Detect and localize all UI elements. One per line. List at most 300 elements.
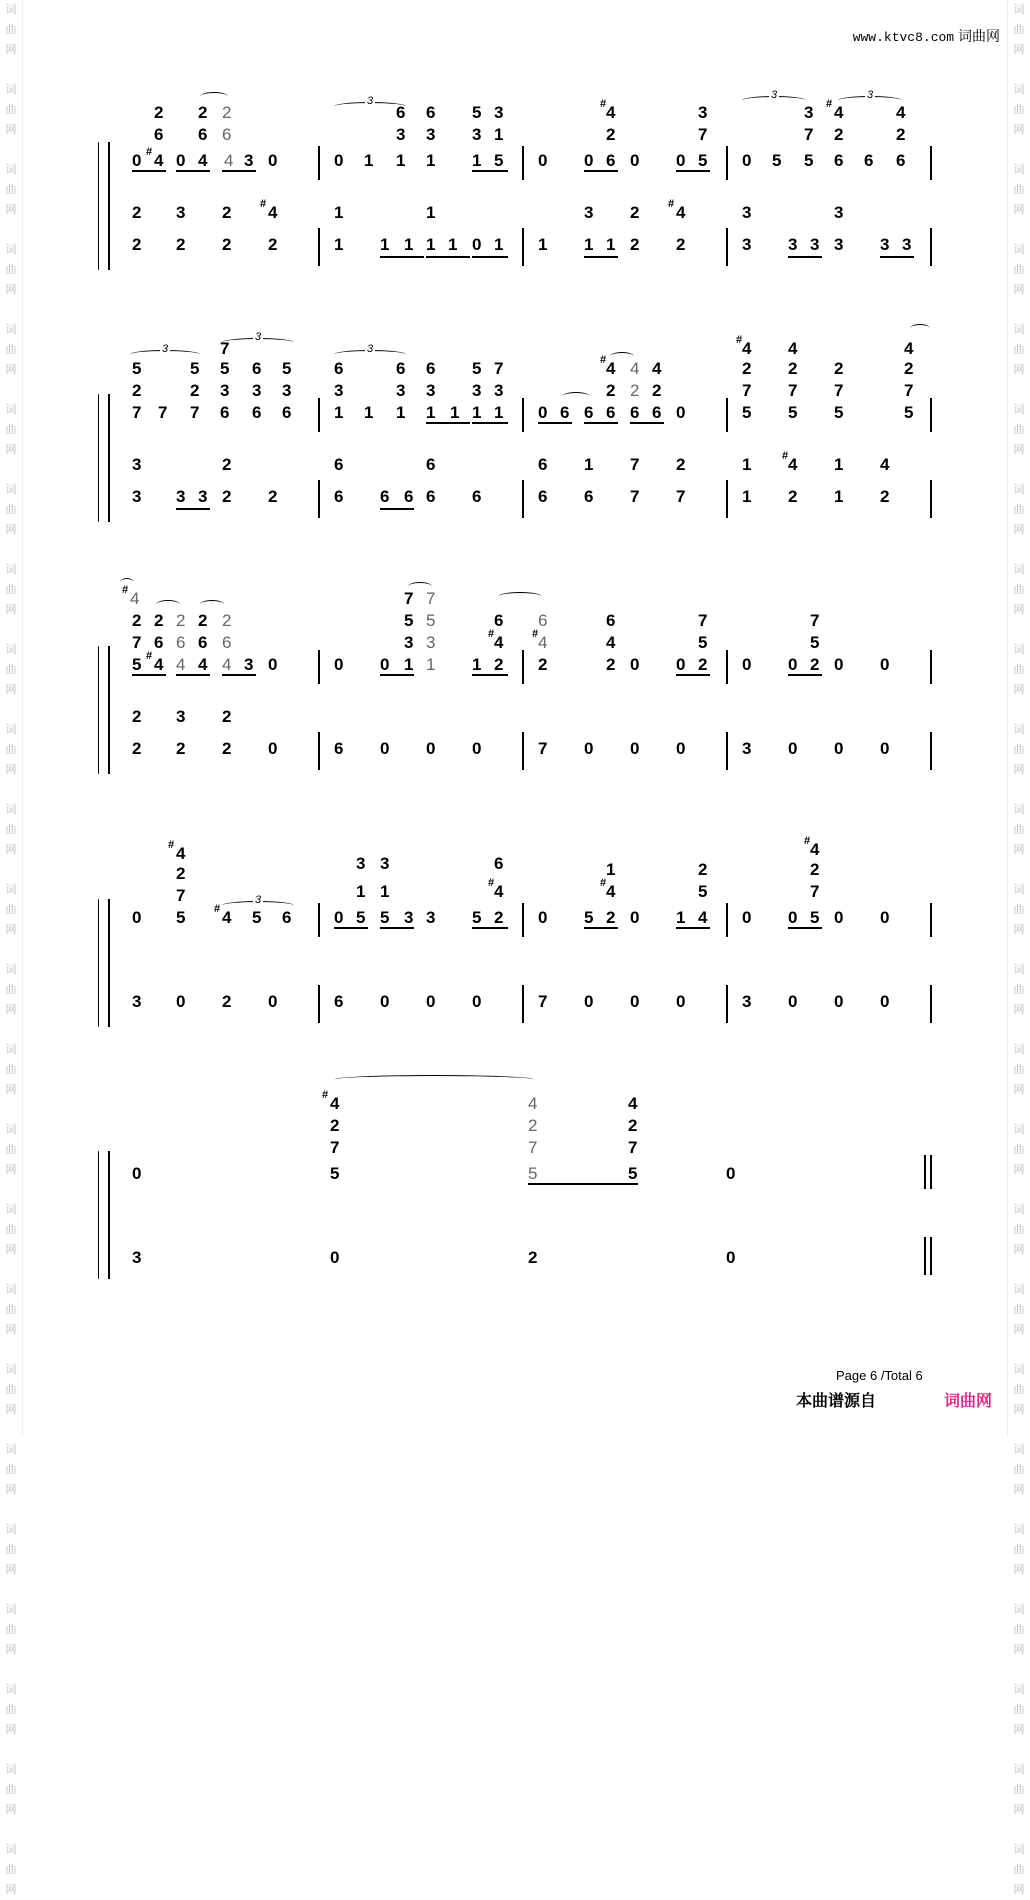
note-digit: 3 (132, 1248, 142, 1267)
note-digit: 5 (834, 403, 844, 422)
note-digit: 2 (810, 860, 820, 879)
note-digit: 7 (494, 359, 504, 378)
system-brace (98, 899, 99, 1027)
note-digit: 5 (494, 151, 504, 170)
sharp-sign: # (600, 354, 607, 366)
beam-line (584, 256, 618, 258)
barline (726, 903, 728, 937)
note-digit: 6 (252, 403, 262, 422)
note-digit: 0 (268, 739, 278, 758)
note-digit: 5 (426, 611, 436, 630)
system-bracket (108, 142, 110, 270)
note-digit: 0 (880, 908, 890, 927)
note-digit: 6 (282, 908, 292, 927)
tie-slur (200, 600, 224, 609)
barline (726, 732, 728, 770)
triplet-mark: 3 (367, 95, 374, 107)
note-digit: 2 (538, 655, 548, 674)
note-digit: 6 (606, 403, 616, 422)
left-watermark-strip: 词 曲 网 词 曲 网 词 曲 网 词 曲 网 词 曲 网 词 曲 网 词 曲 网 词 曲 网 词 曲 网 词 曲 网 词 曲 网 词 曲 网 词 曲 网 词 曲 网 词 曲 网 词 曲 网 词 曲 网 词 曲 网 词 曲 网 词 曲 网 词 曲 网 词 曲 网 词 曲 网 词 曲 网 (0, 0, 23, 1436)
note-digit: 0 (788, 908, 798, 927)
note-digit: 3 (396, 381, 406, 400)
note-digit: 2 (834, 125, 844, 144)
note-digit: 4 (154, 151, 164, 170)
sharp-sign: # (600, 98, 607, 110)
note-digit: 2 (606, 655, 616, 674)
note-digit: 7 (834, 381, 844, 400)
note-digit: 1 (380, 235, 390, 254)
barline (522, 146, 524, 180)
note-digit: 0 (132, 151, 142, 170)
note-digit: 3 (176, 487, 186, 506)
tie-slur (910, 324, 930, 333)
note-digit: 3 (880, 235, 890, 254)
note-digit: 2 (176, 864, 186, 883)
note-digit: 3 (404, 908, 414, 927)
note-digit: 1 (834, 487, 844, 506)
note-digit: 1 (396, 403, 406, 422)
note-digit: 1 (606, 860, 616, 879)
note-digit: 5 (472, 103, 482, 122)
note-digit: 6 (896, 151, 906, 170)
barline (924, 1237, 926, 1275)
barline (318, 228, 320, 266)
note-digit: 7 (132, 403, 142, 422)
note-digit: 0 (538, 151, 548, 170)
note-digit: 4 (742, 339, 752, 358)
note-digit: 4 (222, 908, 232, 927)
note-digit: 1 (364, 403, 374, 422)
note-digit: 6 (538, 455, 548, 474)
note-digit: 4 (538, 633, 548, 652)
note-digit: 1 (494, 403, 504, 422)
note-digit: 5 (132, 655, 142, 674)
note-digit: 0 (334, 908, 344, 927)
note-digit: 3 (404, 633, 414, 652)
note-digit: 7 (220, 339, 230, 358)
note-digit: 2 (132, 203, 142, 222)
note-digit: 0 (176, 992, 186, 1011)
beam-line (472, 170, 508, 172)
note-digit: 2 (222, 707, 232, 726)
note-digit: 4 (606, 359, 616, 378)
sharp-sign: # (600, 877, 607, 889)
note-digit: 1 (426, 655, 436, 674)
note-digit: 2 (222, 992, 232, 1011)
note-digit: 2 (222, 103, 232, 122)
barline (522, 985, 524, 1023)
note-digit: 1 (364, 151, 374, 170)
beam-line (426, 422, 470, 424)
beam-line (472, 674, 508, 676)
note-digit: 6 (334, 487, 344, 506)
beam-line (676, 674, 710, 676)
note-digit: 0 (788, 992, 798, 1011)
note-digit: 1 (472, 151, 482, 170)
beam-line (676, 170, 710, 172)
note-digit: 6 (426, 359, 436, 378)
beam-line (222, 170, 256, 172)
note-digit: 1 (334, 203, 344, 222)
note-digit: 3 (244, 655, 254, 674)
note-digit: 6 (198, 633, 208, 652)
sharp-sign: # (826, 98, 833, 110)
note-digit: 3 (132, 992, 142, 1011)
note-digit: 7 (904, 381, 914, 400)
note-digit: 6 (426, 487, 436, 506)
site-url[interactable]: www.ktvc8.com (852, 30, 955, 45)
note-digit: 7 (158, 403, 168, 422)
note-digit: 2 (528, 1248, 538, 1267)
note-digit: 2 (606, 125, 616, 144)
note-digit: 7 (810, 882, 820, 901)
barline (930, 146, 932, 180)
note-digit: 2 (606, 908, 616, 927)
triplet-mark: 3 (367, 343, 374, 355)
note-digit: 2 (810, 655, 820, 674)
barline (726, 650, 728, 684)
note-digit: 7 (630, 455, 640, 474)
barline (522, 650, 524, 684)
note-digit: 3 (426, 125, 436, 144)
note-digit: 3 (810, 235, 820, 254)
note-digit: 6 (834, 151, 844, 170)
triplet-mark: 3 (867, 89, 874, 101)
note-digit: 2 (198, 611, 208, 630)
beam-line (538, 422, 572, 424)
note-digit: 6 (154, 633, 164, 652)
note-digit: 1 (834, 455, 844, 474)
note-digit: 4 (652, 359, 662, 378)
note-digit: 4 (330, 1094, 340, 1113)
note-digit: 0 (880, 739, 890, 758)
note-digit: 7 (810, 611, 820, 630)
note-digit: 2 (176, 235, 186, 254)
note-digit: 3 (176, 203, 186, 222)
note-digit: 2 (676, 235, 686, 254)
note-digit: 0 (132, 1164, 142, 1183)
note-digit: 2 (190, 381, 200, 400)
beam-line (788, 674, 822, 676)
note-digit: 6 (380, 487, 390, 506)
note-digit: 3 (742, 739, 752, 758)
note-digit: 4 (630, 359, 640, 378)
note-digit: 5 (176, 908, 186, 927)
sharp-sign: # (804, 835, 811, 847)
note-digit: 1 (380, 882, 390, 901)
note-digit: 2 (494, 908, 504, 927)
note-digit: 2 (154, 611, 164, 630)
note-digit: 0 (788, 739, 798, 758)
note-digit: 6 (222, 633, 232, 652)
note-digit: 0 (426, 739, 436, 758)
note-digit: 2 (630, 235, 640, 254)
note-digit: 4 (224, 151, 234, 170)
triplet-mark: 3 (162, 343, 169, 355)
note-digit: 0 (426, 992, 436, 1011)
note-digit: 0 (538, 403, 548, 422)
note-digit: 3 (584, 203, 594, 222)
note-digit: 4 (628, 1094, 638, 1113)
note-digit: 0 (584, 151, 594, 170)
beam-line (788, 256, 822, 258)
note-digit: 0 (676, 655, 686, 674)
barline (726, 398, 728, 432)
beam-line (426, 256, 470, 258)
note-digit: 2 (176, 739, 186, 758)
beam-line (676, 927, 710, 929)
note-digit: 4 (606, 103, 616, 122)
barline (318, 398, 320, 432)
barline (318, 480, 320, 518)
note-digit: 6 (198, 125, 208, 144)
tie-slur (200, 92, 228, 101)
note-digit: 0 (676, 992, 686, 1011)
note-digit: 2 (222, 739, 232, 758)
beam-line (380, 256, 424, 258)
note-digit: 4 (904, 339, 914, 358)
note-digit: 5 (252, 908, 262, 927)
note-digit: 1 (450, 403, 460, 422)
barline (930, 228, 932, 266)
note-digit: 2 (330, 1116, 340, 1135)
note-digit: 4 (788, 339, 798, 358)
barline (726, 480, 728, 518)
note-digit: 0 (726, 1248, 736, 1267)
note-digit: 0 (834, 992, 844, 1011)
note-digit: 5 (810, 908, 820, 927)
note-digit: 3 (252, 381, 262, 400)
note-digit: 0 (676, 739, 686, 758)
note-digit: 5 (742, 403, 752, 422)
sharp-sign: # (736, 334, 743, 346)
note-digit: 2 (222, 455, 232, 474)
note-digit: 2 (676, 455, 686, 474)
note-digit: 3 (788, 235, 798, 254)
note-digit: 6 (334, 359, 344, 378)
barline (726, 985, 728, 1023)
sharp-sign: # (668, 198, 675, 210)
barline (318, 985, 320, 1023)
note-digit: 1 (742, 455, 752, 474)
beam-line (584, 422, 618, 424)
note-digit: 2 (652, 381, 662, 400)
note-digit: 0 (380, 992, 390, 1011)
note-digit: 1 (334, 403, 344, 422)
note-digit: 2 (132, 235, 142, 254)
note-digit: 1 (472, 403, 482, 422)
note-digit: 0 (788, 655, 798, 674)
note-digit: 6 (154, 125, 164, 144)
beam-line (380, 674, 414, 676)
beam-line (380, 508, 414, 510)
note-digit: 3 (176, 707, 186, 726)
sharp-sign: # (532, 628, 539, 640)
beam-line (334, 927, 368, 929)
system-bracket (108, 1151, 110, 1279)
note-digit: 2 (268, 487, 278, 506)
note-digit: 0 (676, 403, 686, 422)
note-digit: 6 (630, 403, 640, 422)
note-digit: 5 (132, 359, 142, 378)
note-digit: 7 (698, 611, 708, 630)
beam-line (472, 927, 508, 929)
note-digit: 0 (176, 151, 186, 170)
note-digit: 7 (742, 381, 752, 400)
note-digit: 5 (190, 359, 200, 378)
note-digit: 2 (494, 655, 504, 674)
note-digit: 1 (448, 235, 458, 254)
note-digit: 0 (630, 151, 640, 170)
note-digit: 6 (538, 487, 548, 506)
beam-line (472, 422, 508, 424)
note-digit: 4 (154, 655, 164, 674)
note-digit: 6 (494, 854, 504, 873)
sharp-sign: # (488, 877, 495, 889)
note-digit: 1 (676, 908, 686, 927)
note-digit: 2 (528, 1116, 538, 1135)
triplet-mark: 3 (255, 894, 262, 906)
note-digit: 0 (584, 992, 594, 1011)
system-brace (98, 1151, 99, 1279)
sharp-sign: # (488, 628, 495, 640)
barline (522, 398, 524, 432)
note-digit: 0 (380, 739, 390, 758)
beam-line (788, 927, 822, 929)
note-digit: 0 (630, 739, 640, 758)
note-digit: 4 (222, 655, 232, 674)
note-digit: 0 (630, 908, 640, 927)
tie-slur (562, 392, 590, 401)
note-digit: 2 (896, 125, 906, 144)
note-digit: 4 (834, 103, 844, 122)
note-digit: 5 (788, 403, 798, 422)
sharp-sign: # (146, 146, 153, 158)
note-digit: 0 (472, 992, 482, 1011)
note-digit: 7 (788, 381, 798, 400)
barline (930, 732, 932, 770)
note-digit: 2 (630, 203, 640, 222)
note-digit: 1 (494, 125, 504, 144)
note-digit: 5 (220, 359, 230, 378)
note-digit: 2 (834, 359, 844, 378)
sharp-sign: # (146, 650, 153, 662)
note-digit: 4 (494, 633, 504, 652)
note-digit: 1 (494, 235, 504, 254)
note-digit: 6 (404, 487, 414, 506)
note-digit: 0 (472, 739, 482, 758)
beam-line (380, 927, 414, 929)
note-digit: 4 (176, 844, 186, 863)
note-digit: 6 (472, 487, 482, 506)
note-digit: 7 (404, 589, 414, 608)
note-digit: 0 (268, 151, 278, 170)
system-bracket (108, 899, 110, 1027)
sharp-sign: # (782, 450, 789, 462)
note-digit: 4 (880, 455, 890, 474)
note-digit: 1 (606, 235, 616, 254)
note-digit: 1 (426, 235, 436, 254)
sharp-sign: # (322, 1089, 329, 1101)
note-digit: 0 (334, 151, 344, 170)
note-digit: 6 (606, 611, 616, 630)
note-digit: 7 (538, 992, 548, 1011)
barline (522, 903, 524, 937)
system-bracket (108, 394, 110, 522)
note-digit: 3 (742, 992, 752, 1011)
note-digit: 0 (742, 655, 752, 674)
note-digit: 5 (528, 1164, 538, 1183)
note-digit: 6 (282, 403, 292, 422)
note-digit: 5 (584, 908, 594, 927)
note-digit: 5 (698, 633, 708, 652)
barline (726, 228, 728, 266)
note-digit: 5 (804, 151, 814, 170)
note-digit: 0 (742, 908, 752, 927)
note-digit: 6 (334, 455, 344, 474)
note-digit: 6 (426, 103, 436, 122)
note-digit: 6 (396, 103, 406, 122)
note-digit: 4 (810, 840, 820, 859)
note-digit: 3 (334, 381, 344, 400)
note-digit: 0 (472, 235, 482, 254)
note-digit: 0 (538, 908, 548, 927)
note-digit: 7 (630, 487, 640, 506)
brand-link[interactable]: 词曲网 (944, 1393, 993, 1410)
right-watermark-strip: 词 曲 网 词 曲 网 词 曲 网 词 曲 网 词 曲 网 词 曲 网 词 曲 网 词 曲 网 词 曲 网 词 曲 网 词 曲 网 词 曲 网 词 曲 网 词 曲 网 词 曲 网 词 曲 网 词 曲 网 词 曲 网 词 曲 网 词 曲 网 词 曲 网 词 曲 网 词 曲 网 词 曲 网 (1007, 0, 1030, 1436)
barline (318, 732, 320, 770)
sharp-sign: # (122, 584, 129, 596)
note-digit: 0 (676, 151, 686, 170)
note-digit: 6 (252, 359, 262, 378)
note-digit: 1 (538, 235, 548, 254)
note-digit: 0 (380, 655, 390, 674)
page-indicator: Page 6 /Total 6 (836, 1368, 923, 1383)
note-digit: 3 (198, 487, 208, 506)
note-digit: 0 (834, 739, 844, 758)
beam-line (584, 170, 618, 172)
note-digit: 3 (494, 381, 504, 400)
note-digit: 4 (268, 203, 278, 222)
barline (318, 650, 320, 684)
note-digit: 7 (426, 589, 436, 608)
beam-line (132, 170, 166, 172)
note-digit: 4 (528, 1094, 538, 1113)
note-digit: 0 (726, 1164, 736, 1183)
note-digit: 3 (380, 854, 390, 873)
note-digit: 7 (132, 633, 142, 652)
note-digit: 2 (222, 487, 232, 506)
note-digit: 3 (472, 125, 482, 144)
beam-line (176, 170, 210, 172)
note-digit: 3 (356, 854, 366, 873)
note-digit: 3 (426, 633, 436, 652)
note-digit: 7 (804, 125, 814, 144)
barline (726, 146, 728, 180)
note-digit: 5 (810, 633, 820, 652)
note-digit: 3 (472, 381, 482, 400)
note-digit: 2 (606, 381, 616, 400)
note-digit: 6 (584, 487, 594, 506)
source-label: 本曲谱源自 (796, 1393, 877, 1410)
note-digit: 3 (494, 103, 504, 122)
note-digit: 2 (222, 203, 232, 222)
note-digit: 5 (772, 151, 782, 170)
note-digit: 2 (176, 611, 186, 630)
note-digit: 6 (334, 992, 344, 1011)
note-digit: 7 (330, 1138, 340, 1157)
beam-line (176, 508, 210, 510)
